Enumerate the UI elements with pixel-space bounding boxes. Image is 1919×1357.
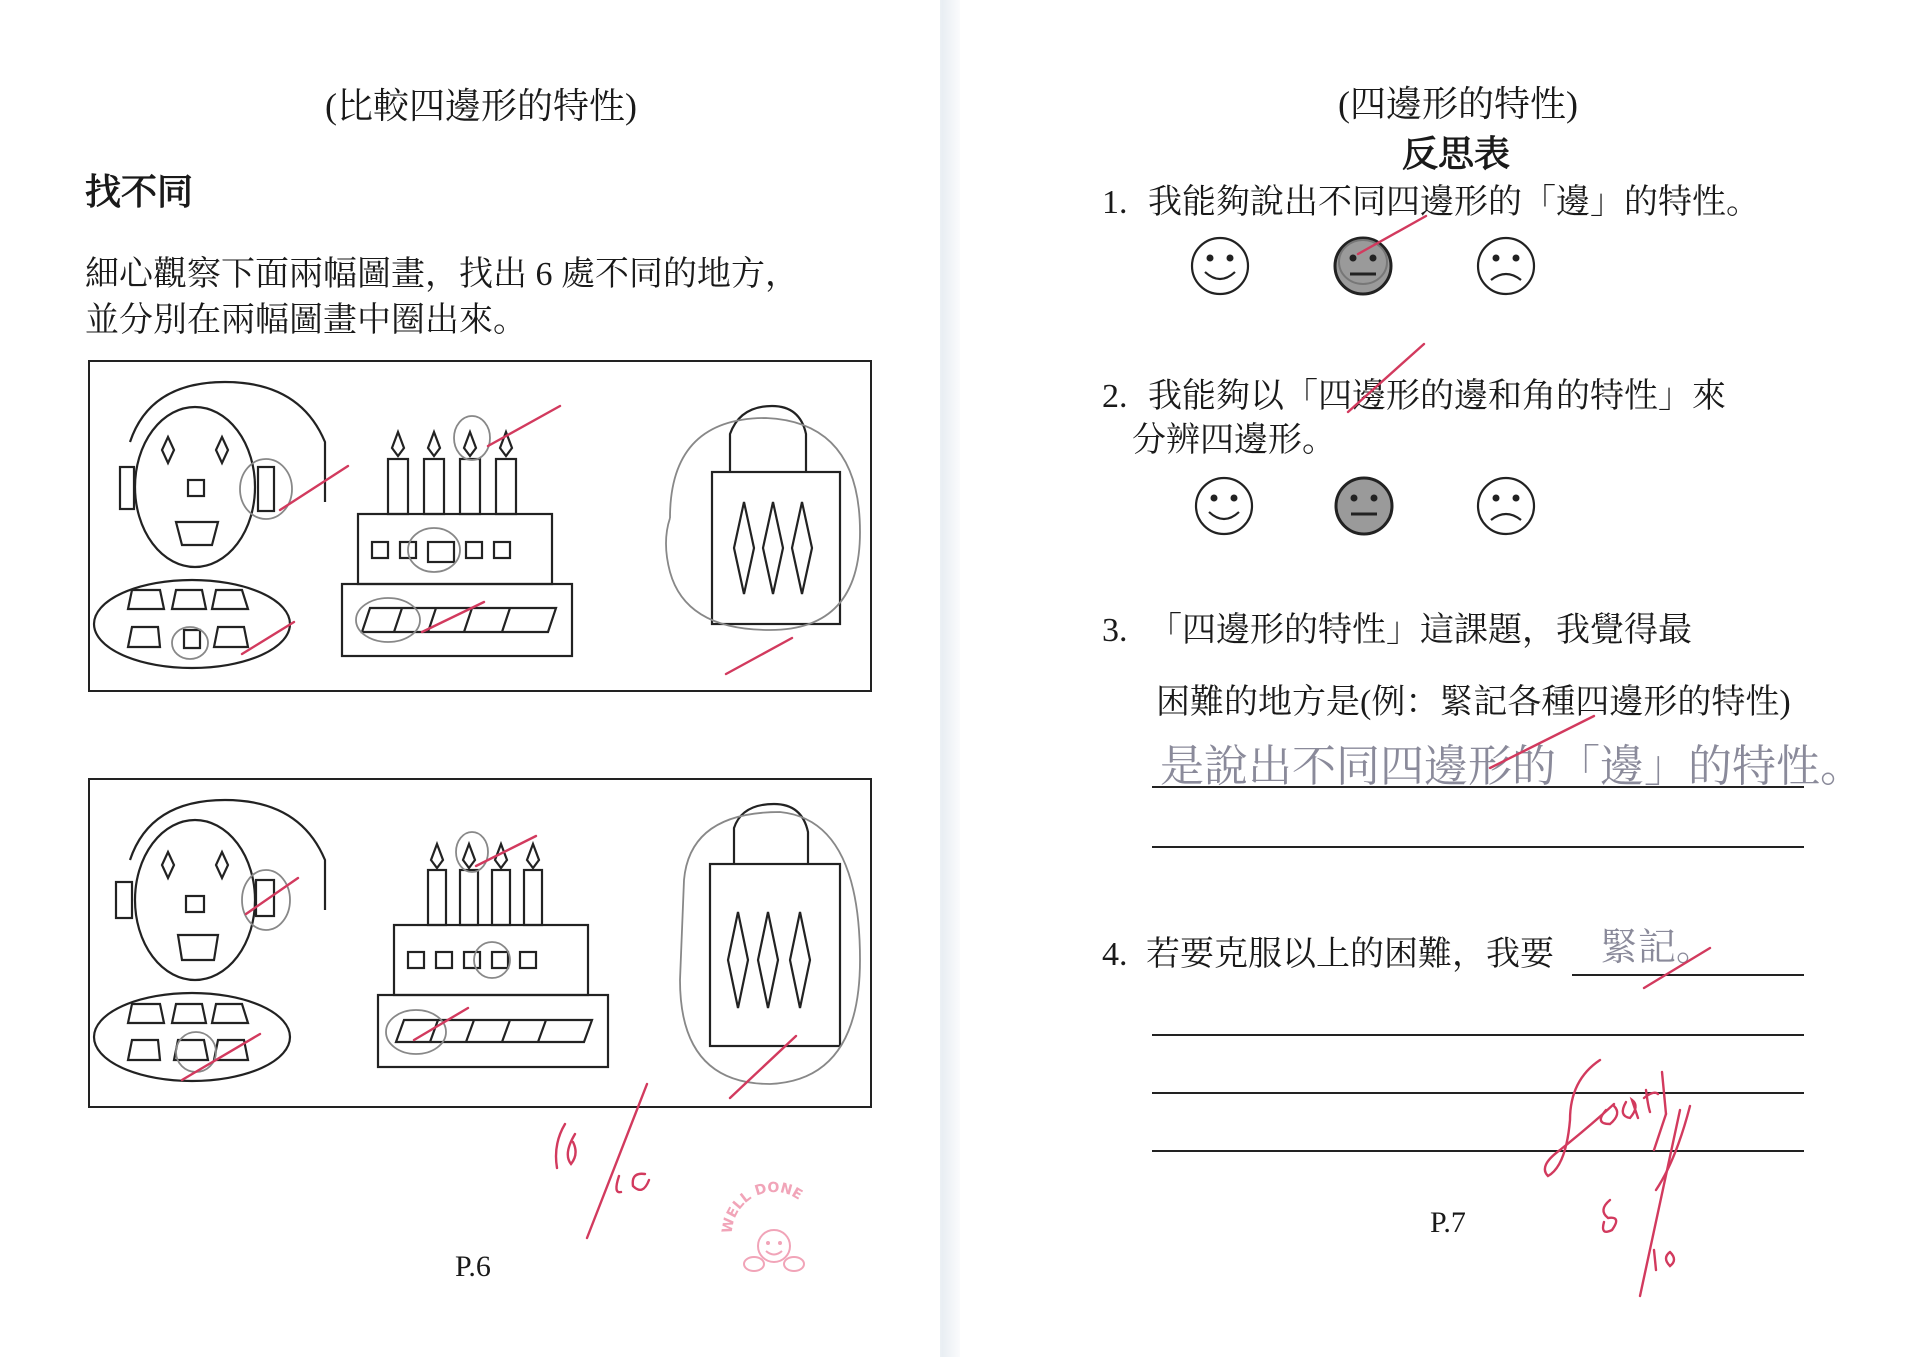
q3-answer-line-1 xyxy=(1152,786,1804,788)
q4-teacher-tick xyxy=(1640,940,1720,990)
q2-number: 2. xyxy=(1102,378,1128,415)
spot-difference-picture-top xyxy=(90,362,870,690)
stamp-text: WELL DONE xyxy=(719,1179,806,1235)
q4-answer-line-3 xyxy=(1152,1150,1804,1152)
picture-panel-top xyxy=(88,360,872,692)
cake-icon xyxy=(342,432,572,656)
page-subtitle: (比較四邊形的特性) xyxy=(325,86,637,126)
q4-answer-line-2 xyxy=(1152,1092,1804,1094)
section-heading: 找不同 xyxy=(85,172,194,213)
page-number: P.7 xyxy=(1430,1206,1466,1239)
q1-number: 1. xyxy=(1102,184,1128,221)
shopping-bag-icon xyxy=(712,406,840,624)
q4-answer-line-1 xyxy=(1152,1034,1804,1036)
q4-text: 若要克服以上的困難，我要 xyxy=(1146,936,1554,973)
smiley-face-icon xyxy=(1196,478,1252,534)
smiley-face-icon xyxy=(1192,238,1248,294)
q3-line-2: 困難的地方是(例：緊記各種四邊形的特性) xyxy=(1156,684,1791,721)
sad-face-icon xyxy=(1478,478,1534,534)
well-done-stamp xyxy=(718,1176,828,1286)
reflection-title: 反思表 xyxy=(1402,134,1511,175)
q4-number: 4. xyxy=(1102,936,1128,973)
q3-answer-line-2 xyxy=(1152,846,1804,848)
spot-difference-picture-bottom xyxy=(90,780,870,1106)
q3-teacher-tick xyxy=(1484,712,1604,772)
sad-face-icon xyxy=(1478,238,1534,294)
shopping-bag-icon xyxy=(710,804,840,1046)
cake-icon xyxy=(378,844,608,1067)
robot-face-icon xyxy=(94,800,325,1081)
page-subtitle: (四邊形的特性) xyxy=(1338,84,1578,124)
instructions-line-1: 細心觀察下面兩幅圖畫，找出 6 處不同的地方， xyxy=(85,256,799,293)
neutral-face-icon xyxy=(1336,478,1392,534)
neutral-face-icon xyxy=(1335,238,1391,294)
q3-handwritten-answer: 是說出不同四邊形的「邊」的特性。 xyxy=(1160,741,1864,792)
q3-line-1: 「四邊形的特性」這課題，我覺得最 xyxy=(1148,612,1692,649)
picture-panel-bottom xyxy=(88,778,872,1108)
reflection-page-7 xyxy=(960,0,1919,1357)
worksheet-page-6 xyxy=(0,0,940,1357)
q1-text: 我能夠說出不同四邊形的「邊」的特性。 xyxy=(1148,184,1760,221)
q2-line-2: 分辨四邊形。 xyxy=(1132,422,1336,459)
q3-number: 3. xyxy=(1102,612,1128,649)
page-number: P.6 xyxy=(455,1250,491,1283)
q2-line-1: 我能夠以「四邊形的邊和角的特性」來 xyxy=(1148,378,1726,415)
teacher-date-mark xyxy=(535,1084,685,1244)
q2-rating-faces xyxy=(1192,472,1552,542)
instructions-line-2: 並分別在兩幅圖畫中圈出來。 xyxy=(85,302,527,339)
q1-rating-faces xyxy=(1188,232,1548,302)
teacher-signature xyxy=(1530,1040,1690,1300)
q4-handwritten-answer: 緊記。 xyxy=(1600,925,1715,969)
